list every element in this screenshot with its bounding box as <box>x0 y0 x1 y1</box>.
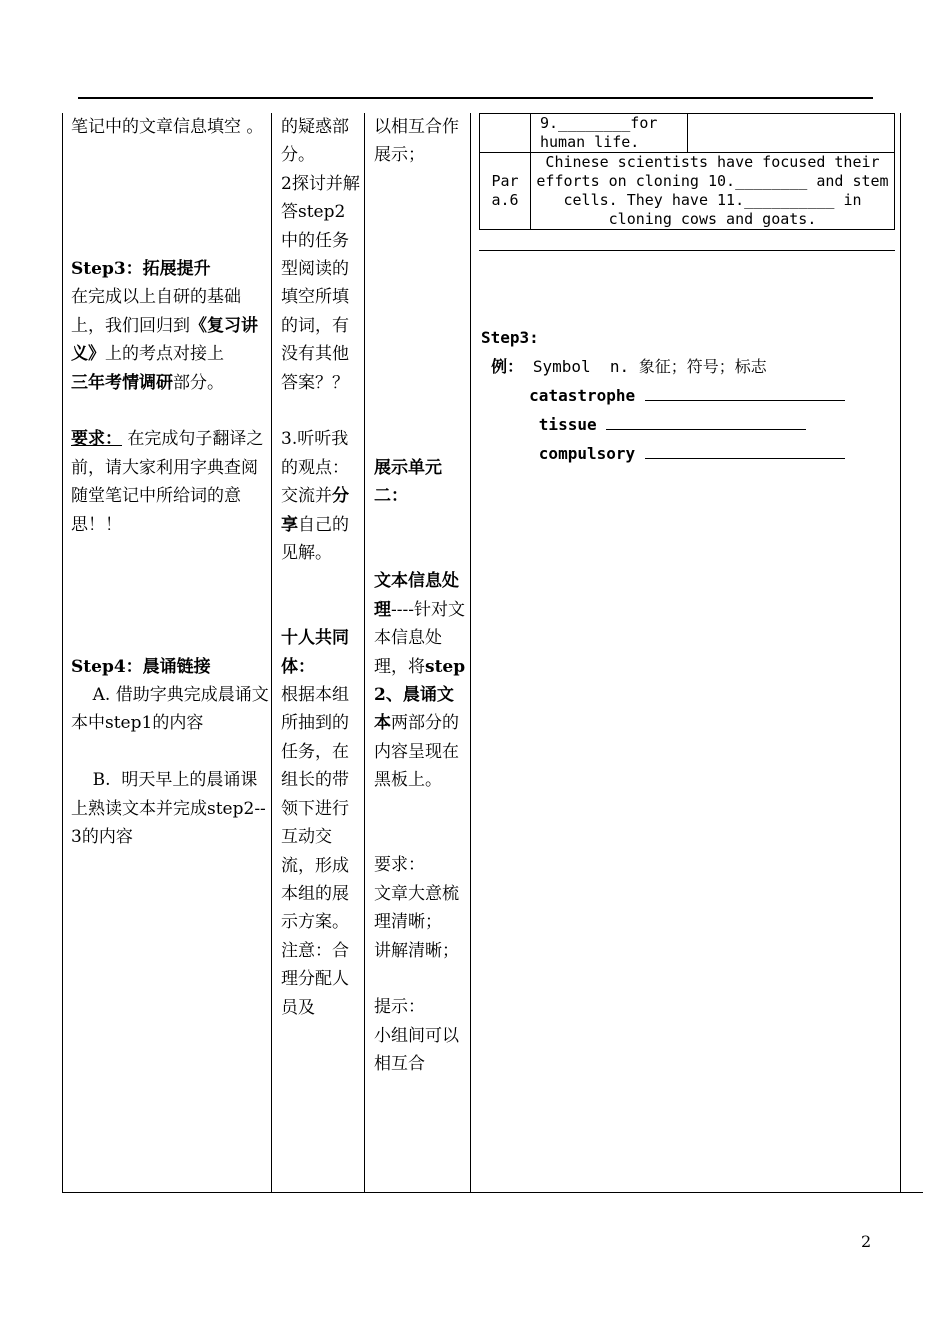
reading-row-text: Chinese scientists have focused their efforts on cloning 10.________ and stem cells. They have 11.__________ in cloning cows and goats. <box>536 153 889 228</box>
column-presentation <box>374 113 469 1192</box>
step4-a: A. 借助字典完成晨诵文本中step1的内容 <box>71 684 269 734</box>
word-compulsory: compulsory <box>481 439 845 468</box>
activity-p1: 的疑惑部分。 <box>281 117 349 166</box>
present-p1: 以相互合作展示； <box>374 117 459 166</box>
present-tip-1: 小组间可以相互合 <box>374 1025 459 1075</box>
present-unit2-title: 展示单元二： <box>374 457 442 507</box>
page-number: 2 <box>861 1232 872 1251</box>
present-req-2: 讲解清晰； <box>374 940 459 961</box>
divider <box>479 250 895 251</box>
column-divider <box>470 113 471 1192</box>
reading-row-empty <box>688 114 894 152</box>
step4-title: Step4：晨诵链接 <box>71 656 211 677</box>
present-req-1: 文章大意梳理清晰； <box>374 883 459 933</box>
step3-text: 在完成以上自研的基础上，我们回归到《复习讲义》上的考点对接上 <box>71 287 258 365</box>
activity-group-title: 十人共同体： <box>281 628 349 677</box>
step3-text-2: 三年考情调研部分。 <box>71 372 224 393</box>
column-notes <box>477 113 923 1192</box>
reading-row-text: 9.________for human life. <box>531 114 688 152</box>
reading-table <box>479 113 895 230</box>
word-tissue: tissue <box>481 410 845 439</box>
activity-p4: 根据本组所抽到的任务，在组长的带领下进行互动交流，形成本组的展示方案。 <box>281 685 349 933</box>
activity-p5: 注意：合理分配人员及 <box>281 940 349 1018</box>
example-line: 例： Symbol n. 象征；符号；标志 <box>491 357 767 376</box>
intro-text: 笔记中的文章信息填空 。 <box>71 117 264 137</box>
column-divider <box>271 113 272 1192</box>
step4-b: B. 明天早上的晨诵课上熟读文本并完成step2--3的内容 <box>71 770 266 847</box>
present-p3: 文本信息处理----针对文本信息处理，将step2、晨诵文本两部分的内容呈现在黑板上。 <box>374 571 466 791</box>
present-tip-label: 提示： <box>374 997 425 1018</box>
step3-title: Step3：拓展提升 <box>71 258 211 279</box>
column-student-activity <box>281 113 361 1192</box>
column-study-steps <box>71 113 269 1192</box>
activity-p3: 3.听听我的观点：交流并分享自己的见解。 <box>281 429 349 564</box>
requirement-text: 要求： 在完成句子翻译之前，请大家利用字典查阅随堂笔记中所给词的意思！！ <box>71 429 264 535</box>
activity-p2: 2探讨并解答step2中的任务型阅读的填空所填的词，有没有其他答案？？ <box>281 173 360 393</box>
word-catastrophe: catastrophe <box>481 381 845 410</box>
column-divider <box>364 113 365 1192</box>
step3-title: Step3: <box>481 328 539 347</box>
reading-row-label <box>480 114 531 152</box>
lesson-table <box>62 113 923 1193</box>
step3-block <box>481 323 845 468</box>
header-rule <box>78 97 873 99</box>
present-req-label: 要求： <box>374 855 425 876</box>
reading-row-label: Par a.6 <box>480 153 531 229</box>
